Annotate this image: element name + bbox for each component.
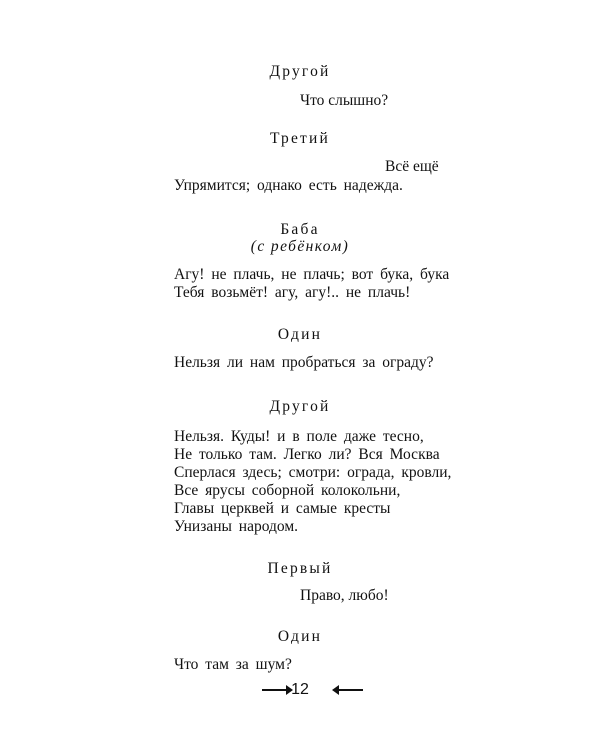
verse-line: Нельзя ли нам пробраться за ограду?: [174, 354, 434, 371]
verse-line: Унизаны народом.: [174, 518, 299, 535]
verse-line: Нельзя. Куды! и в поле даже тесно,: [174, 428, 424, 445]
footer-dash: [339, 689, 363, 691]
verse-line: Право, любо!: [300, 587, 389, 604]
verse-line: Упрямится; однако есть надежда.: [174, 177, 403, 194]
verse-line: Всё ещё: [385, 158, 439, 175]
verse-line: Что там за шум?: [174, 656, 292, 673]
verse-line: Сперлася здесь; смотри: ограда, кровли,: [174, 464, 452, 481]
verse-line: Агу! не плачь, не плачь; вот бука, бука: [174, 266, 450, 283]
speaker-name: Другой: [269, 63, 331, 80]
verse-line: Не только там. Легко ли? Вся Москва: [174, 446, 440, 463]
speaker-name: Один: [277, 628, 323, 645]
verse-line: Тебя возьмёт! агу, агу!.. не плачь!: [174, 284, 411, 301]
page-footer: [0, 680, 600, 700]
footer-dash: [262, 689, 286, 691]
stage-direction: (с ребёнком): [250, 238, 350, 255]
page-number: 12: [291, 681, 309, 698]
speaker-name: Первый: [267, 560, 333, 577]
speaker-name: Один: [277, 326, 323, 343]
verse-line: Главы церквей и самые кресты: [174, 500, 391, 517]
speaker-name: Баба: [280, 221, 320, 238]
speaker-name: Другой: [269, 398, 331, 415]
verse-line: Все ярусы соборной колокольни,: [174, 482, 401, 499]
arrow-left-icon: [332, 685, 339, 695]
speaker-name: Третий: [269, 130, 331, 147]
verse-line: Что слышно?: [300, 92, 389, 109]
